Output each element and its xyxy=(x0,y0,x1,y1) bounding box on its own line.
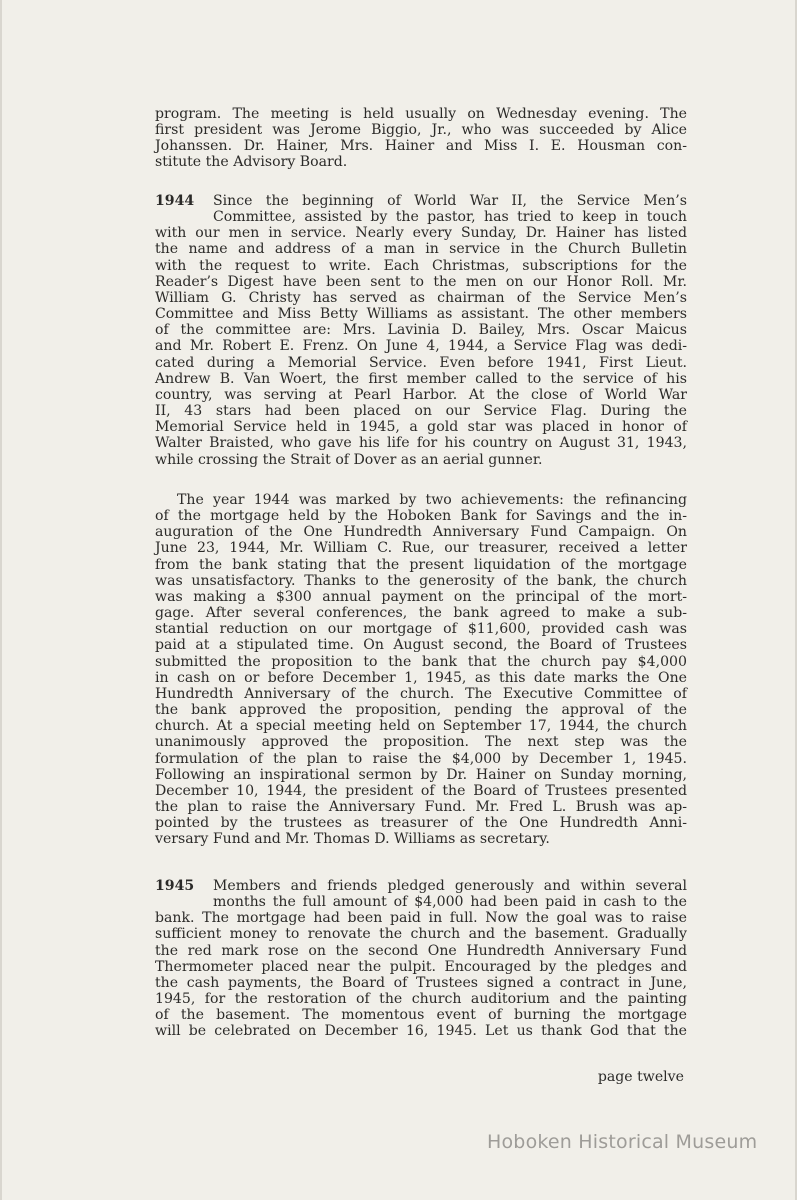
text-line: Reader’s Digest have been sent to the men on our Honor Roll. Mr. xyxy=(155,273,687,290)
text-line: paid at a stipulated time. On August second, the Board of Trustees xyxy=(155,637,687,654)
text-line: the bank approved the proposition, pending the approval of the xyxy=(155,702,687,719)
section-first-line xyxy=(155,878,687,894)
text-line: months the full amount of $4,000 had been paid in cash to the xyxy=(213,894,687,911)
text-line: June 23, 1944, Mr. William C. Rue, our treasurer, received a letter xyxy=(155,540,687,557)
text-line: pointed by the trustees as treasurer of the One Hundredth Anni- xyxy=(155,815,687,832)
text-line: Committee, assisted by the pastor, has tried to keep in touch xyxy=(213,209,687,226)
text-line: and Mr. Robert E. Frenz. On June 4, 1944, a Service Flag was dedi- xyxy=(155,338,687,355)
text-line: will be celebrated on December 16, 1945. Let us thank God that the xyxy=(155,1023,687,1040)
text-line: country, was serving at Pearl Harbor. At the close of World War xyxy=(155,386,687,403)
text-line: Committee and Miss Betty Williams as assistant. The other members xyxy=(155,306,687,323)
text-line: unanimously approved the proposition. The next step was the xyxy=(155,734,687,751)
page-left-edge xyxy=(0,0,2,1200)
text-line: with the request to write. Each Christmas, subscriptions for the xyxy=(155,257,687,274)
text-line: II, 43 stars had been placed on our Service Flag. During the xyxy=(155,403,687,420)
page-number: page twelve xyxy=(597,1069,684,1085)
text-line: was unsatisfactory. Thanks to the generosity of the bank, the church xyxy=(155,572,687,589)
text-line: the cash payments, the Board of Trustees signed a contract in June, xyxy=(155,974,687,991)
text-line: The year 1944 was marked by two achievements: the refinancing xyxy=(177,492,687,508)
text-line: William G. Christy has served as chairman of the Service Men’s xyxy=(155,289,687,306)
text-line: Thermometer placed near the pulpit. Encouraged by the pledges and xyxy=(155,958,687,975)
text-line: while crossing the Strait of Dover as an aerial gunner. xyxy=(155,451,543,468)
text-line: submitted the proposition to the bank that the church pay $4,000 xyxy=(155,653,687,670)
text-run: Members and friends pledged generously and within several xyxy=(213,878,687,894)
text-line: the plan to raise the Anniversary Fund. Mr. Fred L. Brush was ap- xyxy=(155,798,687,815)
text-line: December 10, 1944, the president of the Board of Trustees presented xyxy=(155,782,687,799)
text-line: Hundredth Anniversary of the church. The Executive Committee of xyxy=(155,685,687,702)
text-line: the name and address of a man in service in the Church Bulletin xyxy=(155,241,687,258)
text-line: gage. After several conferences, the bank agreed to make a sub- xyxy=(155,605,687,622)
section-first-line xyxy=(155,193,687,209)
paragraph-mortgage xyxy=(155,492,687,847)
section-1944 xyxy=(155,193,687,468)
text-line: Memorial Service held in 1945, a gold star was placed in honor of xyxy=(155,419,687,436)
text-line: Johanssen. Dr. Hainer, Mrs. Hainer and Miss I. E. Housman con- xyxy=(155,138,687,155)
text-line: Walter Braisted, who gave his life for his country on August 31, 1943, xyxy=(155,435,687,452)
text-line: formulation of the plan to raise the $4,000 by December 1, 1945. xyxy=(155,750,687,767)
text-line: first president was Jerome Biggio, Jr., who was succeeded by Alice xyxy=(155,122,687,139)
text-line: versary Fund and Mr. Thomas D. Williams as secretary. xyxy=(155,831,550,848)
text-line: was making a $300 annual payment on the principal of the mort- xyxy=(155,588,687,605)
text-line: of the basement. The momentous event of burning the mortgage xyxy=(155,1007,687,1024)
text-line: bank. The mortgage had been paid in full. Now the goal was to raise xyxy=(155,910,687,927)
intro-paragraph xyxy=(155,106,687,171)
text-line: of the mortgage held by the Hoboken Bank for Savings and the in- xyxy=(155,508,687,525)
text-line: in cash on or before December 1, 1945, as this date marks the One xyxy=(155,669,687,686)
text-line: auguration of the One Hundredth Anniversary Fund Campaign. On xyxy=(155,524,687,541)
text-line: 1945, for the restoration of the church auditorium and the painting xyxy=(155,991,687,1008)
text-line: stantial reduction on our mortgage of $11,600, provided cash was xyxy=(155,621,687,638)
text-line: church. At a special meeting held on September 17, 1944, the church xyxy=(155,718,687,735)
text-run: Since the beginning of World War II, the Service Men’s xyxy=(213,193,687,209)
text-line: with our men in service. Nearly every Sunday, Dr. Hainer has listed xyxy=(155,225,687,242)
text-line: program. The meeting is held usually on Wednesday evening. The xyxy=(155,106,687,122)
text-line: Following an inspirational sermon by Dr. Hainer on Sunday morning, xyxy=(155,766,687,783)
watermark: Hoboken Historical Museum xyxy=(487,1131,758,1153)
text-line: sufficient money to renovate the church and the basement. Gradually xyxy=(155,926,687,943)
text-line: the red mark rose on the second One Hundredth Anniversary Fund xyxy=(155,942,687,959)
year-heading-1944: 1944 xyxy=(155,193,195,209)
text-line: cated during a Memorial Service. Even before 1941, First Lieut. xyxy=(155,354,687,371)
text-line: Andrew B. Van Woert, the first member called to the service of his xyxy=(155,370,687,387)
year-heading-1945: 1945 xyxy=(155,878,195,894)
text-line: from the bank stating that the present liquidation of the mortgage xyxy=(155,556,687,573)
text-line: stitute the Advisory Board. xyxy=(155,154,348,171)
section-1945 xyxy=(155,878,687,1040)
text-line: of the committee are: Mrs. Lavinia D. Bailey, Mrs. Oscar Maicus xyxy=(155,322,687,339)
